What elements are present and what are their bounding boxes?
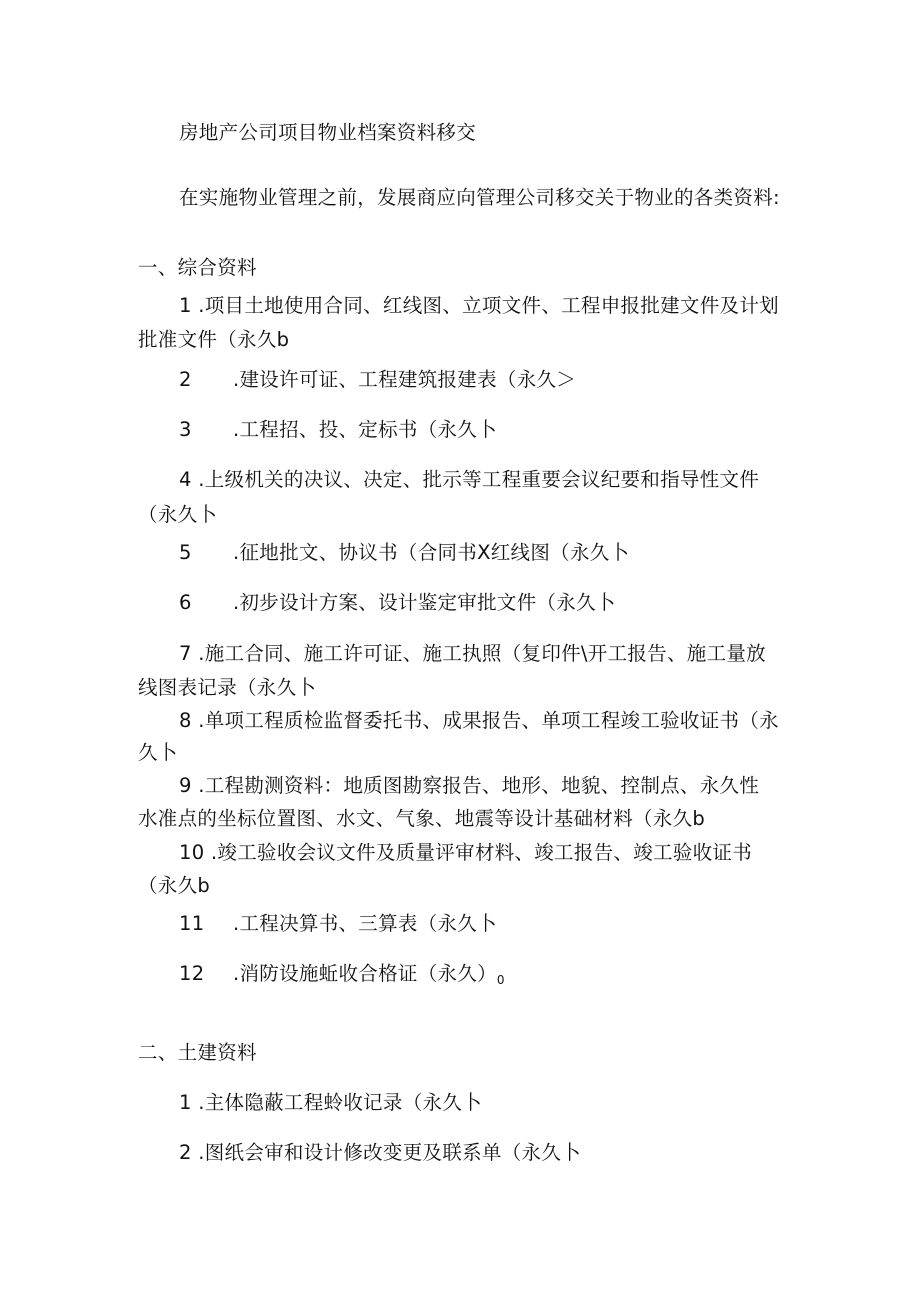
- item-text: .竣工验收会议文件及质量评审材料、竣工报告、竣工验收证书: [210, 841, 753, 864]
- intro-paragraph: 在实施物业管理之前，发展商应向管理公司移交关于物业的各类资料:: [179, 186, 780, 209]
- item-text: .征地批文、协议书（合同书X红线图（永久卜: [233, 541, 630, 564]
- item-number: 7: [179, 642, 192, 665]
- item-text: .单项工程质检监督委托书、成果报告、单项工程竣工验收证书（永: [198, 709, 779, 732]
- item-number: 1: [179, 294, 192, 317]
- item-suffix: 0: [496, 973, 505, 987]
- item-number: 1: [179, 1091, 192, 1114]
- item-text-continuation: （永久卜: [138, 503, 218, 526]
- item-number: 5: [179, 541, 192, 564]
- item-text: .工程招、投、定标书（永久卜: [233, 418, 497, 441]
- item-text: .上级机关的决议、决定、批示等工程重要会议纪要和指导性文件: [198, 468, 760, 491]
- item-text: .工程勘测资料：地质图勘察报告、地形、地貌、控制点、永久性: [198, 774, 760, 797]
- item-number: 4: [179, 468, 192, 491]
- item-text: .消防设施蚯收合格证（永久）: [233, 962, 497, 985]
- item-text-continuation: 线图表记录（永久卜: [138, 676, 317, 699]
- item-text: .初步设计方案、设计鉴定审批文件（永久卜: [233, 591, 616, 614]
- item-text-continuation: （永久b: [138, 874, 211, 897]
- item-number: 12: [179, 962, 205, 985]
- section-heading-general: 一、综合资料: [138, 256, 257, 279]
- item-text: .建设许可证、工程建筑报建表（永久＞: [233, 368, 577, 391]
- item-number: 10: [179, 841, 205, 864]
- item-text-continuation: 水准点的坐标位置图、水文、气象、地震等设计基础材料（永久b: [138, 807, 706, 830]
- item-text: .图纸会审和设计修改变更及联系单（永久卜: [198, 1141, 581, 1164]
- item-number: 11: [179, 912, 205, 935]
- item-text: .工程决算书、三算表（永久卜: [233, 912, 497, 935]
- item-text-continuation: 批准文件（永久b: [138, 328, 290, 351]
- item-text-continuation: 久卜: [138, 741, 178, 764]
- section-heading-civil: 二、土建资料: [138, 1041, 257, 1064]
- item-number: 6: [179, 591, 192, 614]
- item-number: 3: [179, 418, 192, 441]
- document-title: 房地产公司项目物业档案资料移交: [179, 121, 477, 144]
- item-text: .施工合同、施工许可证、施工执照（复印件\开工报告、施工量放: [198, 642, 766, 665]
- item-number: 2: [179, 368, 192, 391]
- item-text: .主体隐蔽工程蛉收记录（永久卜: [198, 1091, 482, 1114]
- item-number: 9: [179, 774, 192, 797]
- item-number: 2: [179, 1141, 192, 1164]
- item-number: 8: [179, 709, 192, 732]
- item-text: .项目土地使用合同、红线图、立项文件、工程申报批建文件及计划: [198, 294, 779, 317]
